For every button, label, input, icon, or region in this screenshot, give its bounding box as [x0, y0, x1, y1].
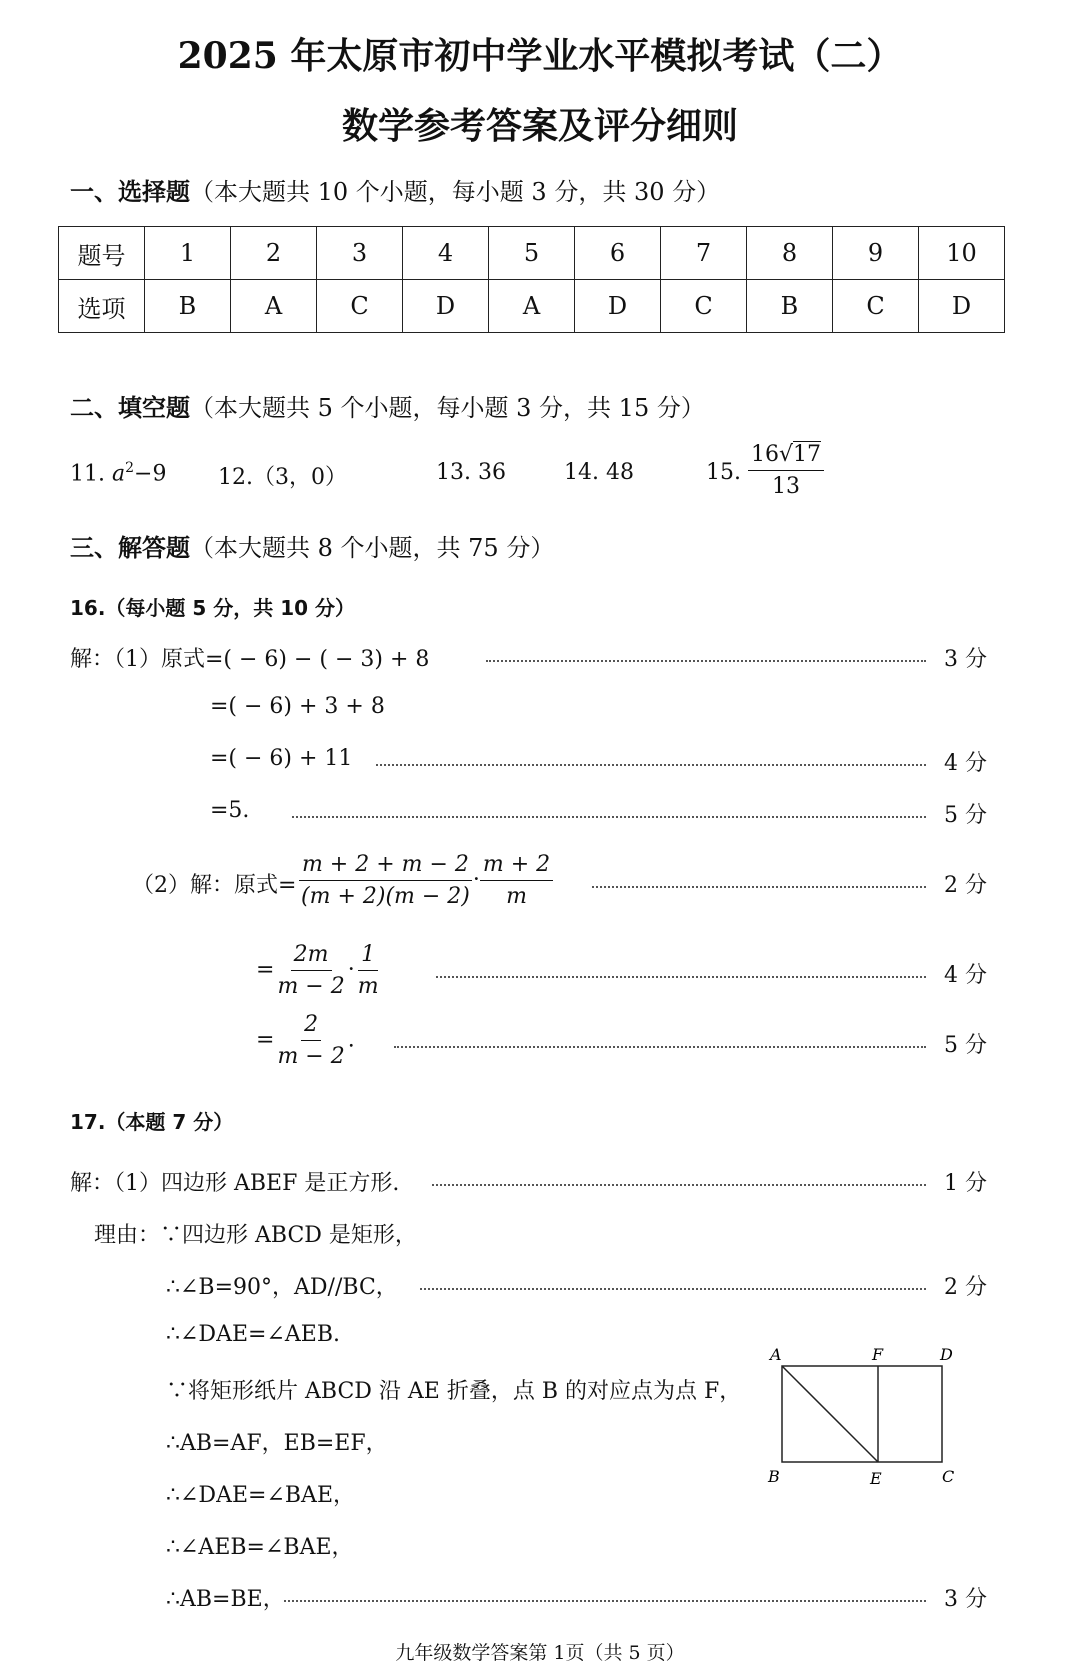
q17-line-1: 解：（1）四边形 ABEF 是正方形. — [70, 1171, 400, 1196]
table-cell: D — [403, 280, 489, 333]
table-cell: 1 — [145, 227, 231, 280]
q17-line-5: ∵将矩形纸片 ABCD 沿 AE 折叠，点 B 的对应点为点 F， — [166, 1379, 742, 1404]
dotted-leader — [420, 1288, 926, 1290]
multiply-dot: · — [347, 957, 355, 983]
q16-heading: 16.（每小题 5 分，共 10 分） — [70, 596, 356, 620]
table-head-cell: 题号 — [59, 227, 145, 280]
answer-11-label: 11. — [70, 461, 105, 487]
dotted-leader — [432, 1184, 926, 1186]
table-cell: 8 — [747, 227, 833, 280]
table-cell: A — [231, 280, 317, 333]
q16-line-2: =( − 6) + 3 + 8 — [210, 694, 385, 719]
fraction-numerator: 1 — [358, 942, 378, 971]
fraction-denominator: m — [357, 974, 379, 999]
section-2-heading — [70, 388, 705, 423]
q16-part2-prefix: （2）解：原式= — [132, 873, 297, 898]
q17-line-2: 理由：∵四边形 ABCD 是矩形， — [94, 1223, 417, 1248]
q17-line-9: ∴AB=BE， — [166, 1587, 285, 1612]
page-subtitle: 数学参考答案及评分细则 — [341, 105, 738, 147]
dotted-leader — [394, 1046, 926, 1048]
section-1-heading — [70, 172, 720, 207]
table-cell: C — [317, 280, 403, 333]
score-5b: 5 分 — [944, 1033, 987, 1058]
section-1-label: 一、选择题 — [70, 178, 190, 206]
q16-part2-expr — [298, 852, 553, 909]
section-2-note: （本大题共 5 个小题，每小题 3 分，共 15 分） — [190, 394, 705, 422]
q16-part2-line3 — [256, 1012, 355, 1069]
table-cell: A — [489, 280, 575, 333]
dotted-leader — [436, 976, 926, 978]
answer-15-den: 13 — [772, 474, 801, 499]
table-cell: 5 — [489, 227, 575, 280]
q17-heading: 17.（本题 7 分） — [70, 1110, 234, 1134]
dotted-leader — [284, 1600, 926, 1602]
answer-15-label: 15. — [706, 460, 741, 485]
q17-line-7: ∴∠DAE=∠BAE， — [166, 1483, 355, 1508]
q16-line-1: 解：（1）原式=( − 6) − ( − 3) + 8 — [70, 647, 430, 672]
table-cell: D — [919, 280, 1005, 333]
point-label-c: C — [942, 1467, 955, 1486]
section-3-label: 三、解答题 — [70, 534, 190, 562]
q17-line-4: ∴∠DAE=∠AEB. — [166, 1322, 340, 1347]
q17-line-6: ∴AB=AF，EB=EF， — [166, 1431, 388, 1456]
period: . — [347, 1027, 355, 1053]
point-label-a: A — [770, 1345, 782, 1364]
multiply-dot: · — [472, 867, 480, 893]
answer-11-rest: −9 — [134, 461, 167, 487]
point-label-d: D — [940, 1345, 953, 1364]
answer-15-radicand: 17 — [793, 442, 822, 467]
table-cell: 6 — [575, 227, 661, 280]
dotted-leader — [486, 660, 926, 662]
q17-line-3: ∴∠B=90°，AD//BC， — [166, 1275, 398, 1300]
fraction-numerator: 2 — [301, 1012, 321, 1041]
fraction-numerator: m + 2 — [480, 852, 553, 881]
segment-ae — [782, 1366, 878, 1462]
equals-sign: = — [256, 1027, 275, 1053]
equals-sign: = — [256, 957, 275, 983]
table-row — [59, 280, 1005, 333]
table-cell: 10 — [919, 227, 1005, 280]
dotted-leader — [592, 886, 926, 888]
answer-13: 13. 36 — [436, 460, 506, 485]
rectangle-abcd — [782, 1366, 942, 1462]
dotted-leader — [292, 816, 926, 818]
point-label-b: B — [768, 1467, 780, 1486]
fraction-denominator: m — [506, 884, 527, 909]
fraction-denominator: m − 2 — [277, 974, 345, 999]
q16-line-4: =5. — [210, 798, 250, 823]
answer-15-fraction — [748, 442, 824, 499]
answer-table — [58, 226, 1005, 333]
answer-11-var: a — [112, 461, 126, 487]
answer-15-coef: 16 — [751, 442, 779, 467]
table-row — [59, 227, 1005, 280]
table-cell: B — [747, 280, 833, 333]
answer-12: 12.（3，0） — [218, 465, 347, 490]
fraction-denominator: (m + 2)(m − 2) — [301, 884, 470, 909]
answer-14: 14. 48 — [564, 460, 634, 485]
score-3b: 3 分 — [944, 1587, 987, 1612]
table-cell: C — [661, 280, 747, 333]
answer-11-exp: 2 — [125, 460, 135, 476]
table-cell: B — [145, 280, 231, 333]
point-label-f: F — [872, 1345, 884, 1364]
table-cell: 7 — [661, 227, 747, 280]
score-3: 3 分 — [944, 647, 987, 672]
score-4b: 4 分 — [944, 963, 987, 988]
section-3-heading — [70, 528, 554, 563]
table-cell: 9 — [833, 227, 919, 280]
table-cell: D — [575, 280, 661, 333]
q17-line-8: ∴∠AEB=∠BAE， — [166, 1535, 354, 1560]
table-cell: 2 — [231, 227, 317, 280]
page-footer: 九年级数学答案第 1页（共 5 页） — [395, 1642, 685, 1664]
table-cell: 3 — [317, 227, 403, 280]
q16-line-3: =( − 6) + 11 — [210, 746, 353, 771]
table-head-cell: 选项 — [59, 280, 145, 333]
answer-11 — [70, 460, 166, 486]
dotted-leader — [376, 764, 926, 766]
score-4: 4 分 — [944, 751, 987, 776]
table-cell: 4 — [403, 227, 489, 280]
score-2: 2 分 — [944, 873, 987, 898]
q16-part2-line2 — [256, 942, 382, 999]
score-2b: 2 分 — [944, 1275, 987, 1300]
section-2-label: 二、填空题 — [70, 394, 190, 422]
score-5: 5 分 — [944, 803, 987, 828]
table-cell: C — [833, 280, 919, 333]
page-title: 2025 年太原市初中学业水平模拟考试（二） — [177, 35, 903, 77]
point-label-e: E — [870, 1469, 882, 1488]
sqrt-icon: √ — [779, 442, 794, 467]
rectangle-fold-figure — [760, 1340, 960, 1490]
fraction-denominator: m − 2 — [277, 1044, 345, 1069]
section-1-note: （本大题共 10 个小题，每小题 3 分，共 30 分） — [190, 178, 721, 206]
fraction-numerator: 2m — [291, 942, 332, 971]
score-1: 1 分 — [944, 1171, 987, 1196]
section-3-note: （本大题共 8 个小题，共 75 分） — [190, 534, 555, 562]
fraction-numerator: m + 2 + m − 2 — [299, 852, 472, 881]
